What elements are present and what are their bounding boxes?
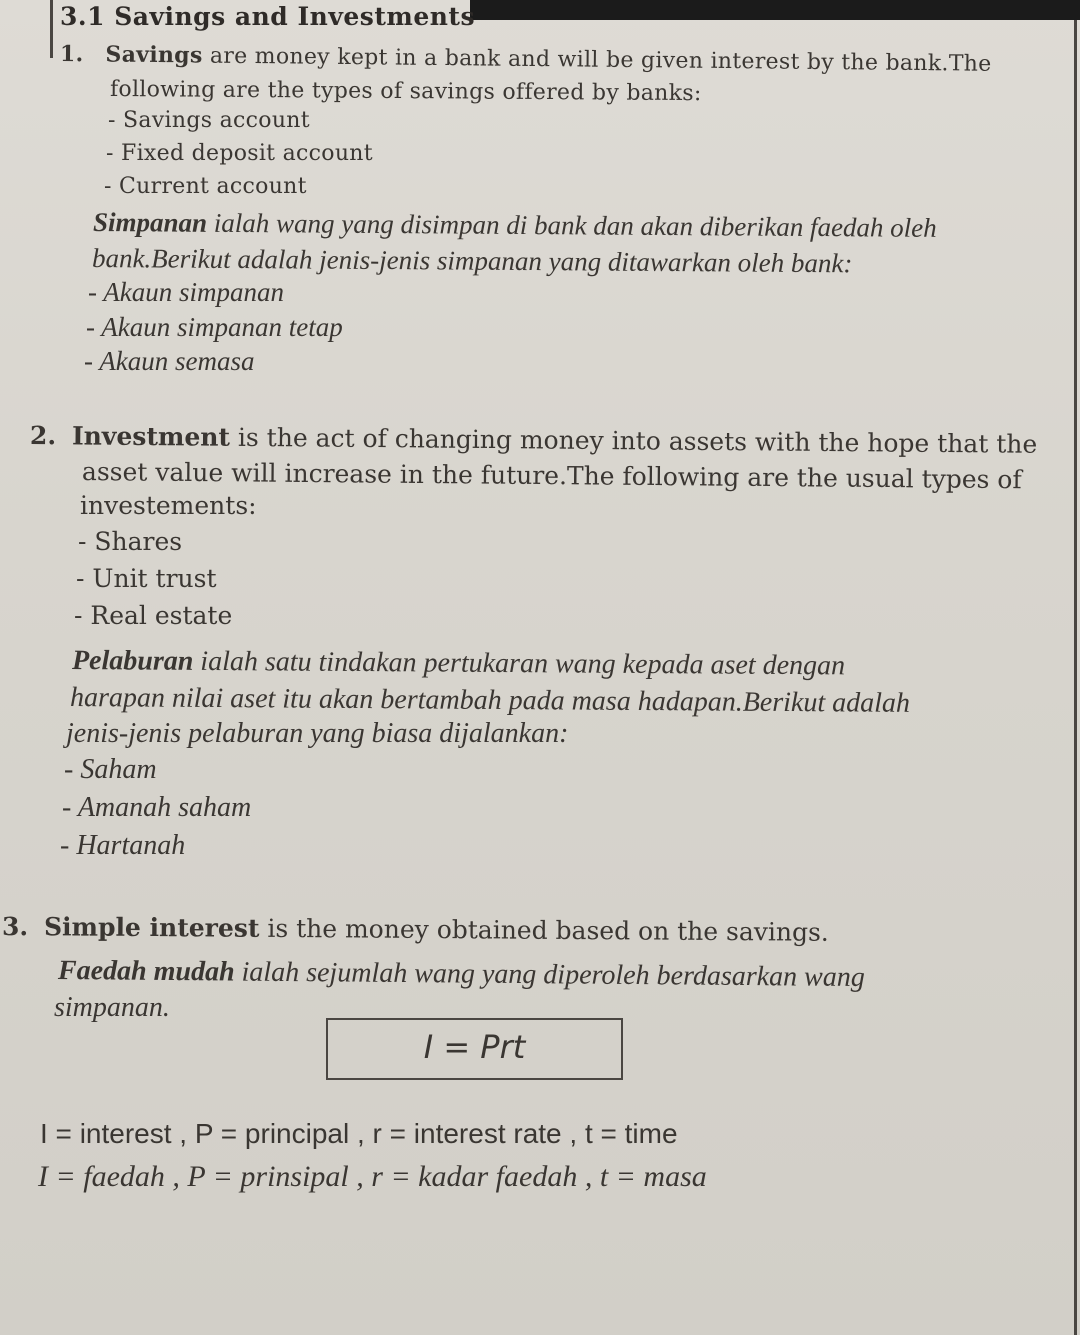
- s2-item-2: - Unit trust: [76, 564, 217, 593]
- s1-item-2: - Fixed deposit account: [106, 141, 373, 166]
- s3-line1-text: is the money obtained based on the savings.: [259, 913, 829, 947]
- s1-number: 1.: [59, 41, 84, 68]
- left-border-rule: [50, 0, 53, 58]
- s3-number: 3.: [1, 912, 29, 942]
- s1-malay-item-2: - Akaun simpanan tetap: [86, 312, 343, 342]
- s2-malay-line3: jenis-jenis pelaburan yang biasa dijalankan:: [66, 718, 569, 749]
- s1-malay-item-3: - Akaun semasa: [84, 346, 255, 376]
- s1-item-1: - Savings account: [108, 108, 310, 133]
- s2-line1: [30, 421, 1037, 459]
- s3-malay-term: Faedah mudah: [57, 955, 235, 988]
- s3-malay-line2: simpanan.: [54, 992, 170, 1023]
- formula-box: [326, 1018, 623, 1080]
- s2-malay-line1-text: ialah satu tindakan pertukaran wang kepada aset dengan: [193, 645, 846, 682]
- s2-item-3: - Real estate: [74, 601, 233, 630]
- s1-line1: [60, 41, 992, 77]
- s2-malay-item-3: - Hartanah: [60, 830, 186, 861]
- s1-malay-item-1: - Akaun simpanan: [88, 277, 284, 307]
- s2-malay-item-1: - Saham: [64, 754, 157, 785]
- s1-term: Savings: [105, 41, 203, 69]
- s1-malay-line1: [93, 207, 937, 244]
- s3-malay-line1-text: ialah sejumlah wang yang diperoleh berdasarkan wang: [234, 956, 865, 994]
- s1-item-3: - Current account: [104, 174, 307, 199]
- top-dark-band: [470, 0, 1080, 20]
- s2-malay-line2: harapan nilai aset itu akan bertambah pada masa hadapan.Berikut adalah: [69, 682, 911, 719]
- section-heading: 3.1 Savings and Investments: [60, 2, 476, 31]
- definitions-english: I = interest , P = principal , r = interest rate , t = time: [40, 1118, 678, 1149]
- s1-malay-term: Simpanan: [92, 207, 208, 238]
- s1-line1-text: are money kept in a bank and will be given interest by the bank.The: [202, 43, 992, 77]
- s3-line1: [2, 912, 829, 947]
- s2-malay-line1: [72, 645, 845, 682]
- s3-term: Simple interest: [43, 912, 260, 943]
- s3-malay-line1: [58, 955, 865, 994]
- s2-line2: asset value will increase in the future.The following are the usual types of: [81, 457, 1022, 495]
- s2-term: Investment: [71, 421, 231, 452]
- s2-line1-text: is the act of changing money into assets with the hope that the: [229, 422, 1038, 459]
- s2-number: 2.: [29, 421, 57, 451]
- s2-malay-term: Pelaburan: [71, 645, 194, 677]
- s2-line3: investements:: [80, 491, 257, 520]
- s1-malay-line2: bank.Berikut adalah jenis-jenis simpanan yang ditawarkan oleh bank:: [91, 243, 853, 279]
- simple-interest-formula: I = Prt: [423, 1028, 526, 1066]
- s1-line2: following are the types of savings offered by banks:: [109, 77, 702, 107]
- definitions-malay: I = faedah , P = prinsipal , r = kadar faedah , t = masa: [38, 1160, 707, 1193]
- s2-item-1: - Shares: [78, 527, 183, 556]
- s2-malay-item-2: - Amanah saham: [62, 792, 252, 823]
- right-border-rule: [1074, 20, 1077, 1335]
- s1-malay-line1-text: ialah wang yang disimpan di bank dan akan diberikan faedah oleh: [206, 207, 937, 243]
